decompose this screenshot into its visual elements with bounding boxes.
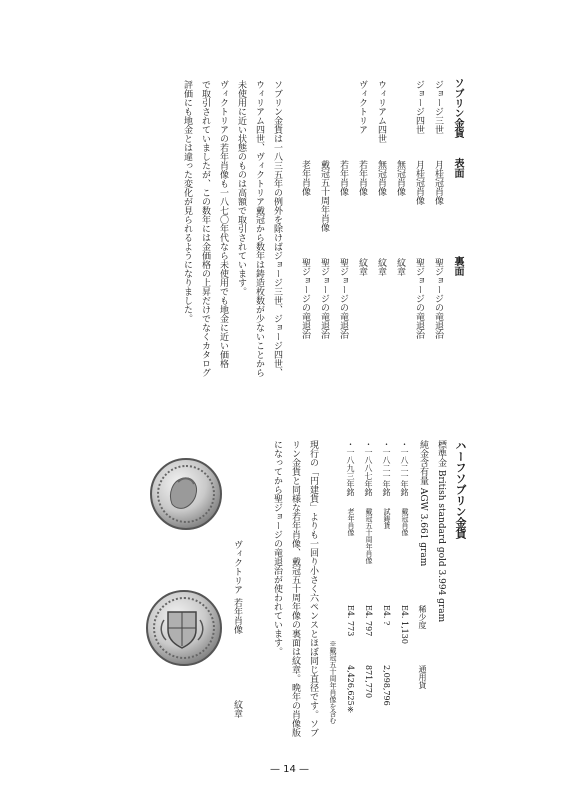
table-row-obverse: 若年肖像: [338, 160, 348, 196]
table-row-type: 老年肖像: [347, 508, 355, 536]
table-row-obverse: 若年肖像: [357, 160, 367, 196]
table-row-king: ジョージ四世: [414, 80, 424, 134]
coin-reverse-image: [146, 590, 222, 666]
table-row-type: 試鋳貨: [383, 508, 391, 529]
paragraph-line: で取引されていましたが、この数年には金価格の上昇だけでなくカタログ: [200, 80, 210, 377]
sovereign-header-obverse: 表面: [452, 158, 463, 178]
coin-caption-obverse: 若年肖像: [232, 598, 242, 634]
table-row-reverse: 聖ジョージの竜退治: [319, 258, 329, 339]
paragraph-line: リン金貨と同様な若年肖像、戴冠五十周年像の裏面は紋章。晩年の肖像版: [290, 440, 300, 737]
table-row-mintage: 4,426,625※: [346, 665, 355, 715]
table-footnote: ※戴冠五十周年肖像を含む: [329, 640, 337, 724]
shield-crest-icon: [146, 590, 218, 662]
table-row-obverse: 無冠肖像: [395, 160, 405, 196]
table-row-type: 戴冠五十周年肖像: [365, 508, 373, 564]
page-number: — 14 —: [269, 764, 310, 775]
table-row-obverse: 月桂冠肖像: [414, 160, 424, 205]
paragraph-line: 未使用に近い状態のものは高額で取引されています。: [236, 80, 246, 296]
table-row-rarity: E4. 797: [364, 605, 373, 637]
table-row-king: ヴィクトリア: [357, 80, 367, 134]
table-row-reverse: 紋章: [357, 258, 367, 276]
section-title: ハーフソブリン金貨: [454, 440, 467, 539]
paragraph-line: ソブリン金貨は一八三五年の例外を除けばジョージ三世、ジョージ四世、: [272, 80, 282, 377]
col-rarity-header: 稀少度: [418, 605, 427, 629]
standard-gold-spec: 標準金 British standard gold 3.994 gram: [436, 440, 446, 623]
table-row-rarity: E4. 1,130: [400, 605, 409, 644]
pure-gold-spec: 純金含有量 AGW 3.661 gram: [418, 440, 428, 567]
table-row-reverse: 聖ジョージの竜退治: [414, 258, 424, 339]
table-row-rarity: E4. ?: [382, 605, 391, 626]
paragraph-line: ヴィクトリアの若年肖像も一八七〇年代なら未使用でも地金に近い価格: [218, 80, 228, 368]
table-row-obverse: 老年肖像: [300, 160, 310, 196]
table-row-rarity: E4. 773: [346, 605, 355, 637]
paragraph-line: になってから聖ジョージの竜退治が使われています。: [272, 440, 282, 656]
table-row-reverse: 紋章: [376, 258, 386, 276]
paragraph-line: ウィリアム四世、ヴィクトリア戴冠から数年は鋳造枚数が少ないことから: [254, 80, 264, 377]
sovereign-header-reverse: 裏面: [452, 256, 463, 276]
table-row-year: ・一八八七年銘: [364, 440, 373, 496]
col-mintage-header: 通用貨: [418, 665, 427, 689]
table-row-mintage: 871,770: [364, 665, 373, 699]
table-row-king: ウィリアム四世: [376, 80, 386, 143]
table-row-obverse: 戴冠五十周年肖像: [319, 160, 329, 232]
table-row-type: 戴冠肖像: [401, 508, 409, 536]
coin-caption-reverse: 紋章: [232, 700, 242, 718]
table-row-reverse: 聖ジョージの竜退治: [300, 258, 310, 339]
table-row-year: ・一八九三年銘: [346, 440, 355, 496]
table-row-reverse: 紋章: [395, 258, 405, 276]
table-row-reverse: 聖ジョージの竜退治: [433, 258, 443, 339]
queen-portrait-icon: [150, 458, 218, 526]
table-row-year: ・一八二一年銘: [382, 440, 391, 496]
coin-caption-king: ヴィクトリア: [232, 540, 242, 594]
table-row-reverse: 聖ジョージの竜退治: [338, 258, 348, 339]
table-row-mintage: 2,098,796: [382, 665, 391, 706]
table-row-king: ジョージ三世: [433, 80, 443, 134]
paragraph-line: 評価にも地金とは違った変化が見られるようになりました。: [182, 80, 192, 323]
sovereign-header-kind: ソブリン金貨: [452, 78, 463, 138]
table-row-year: ・一八二一年銘: [400, 440, 409, 496]
paragraph-line: 現行の「円建貨」よりも一回り小さく六ペンスとほぼ同じ直径です。ソブ: [308, 440, 318, 737]
coin-obverse-image: [150, 458, 222, 530]
table-row-obverse: 月桂冠肖像: [433, 160, 443, 205]
table-row-obverse: 無冠肖像: [376, 160, 386, 196]
